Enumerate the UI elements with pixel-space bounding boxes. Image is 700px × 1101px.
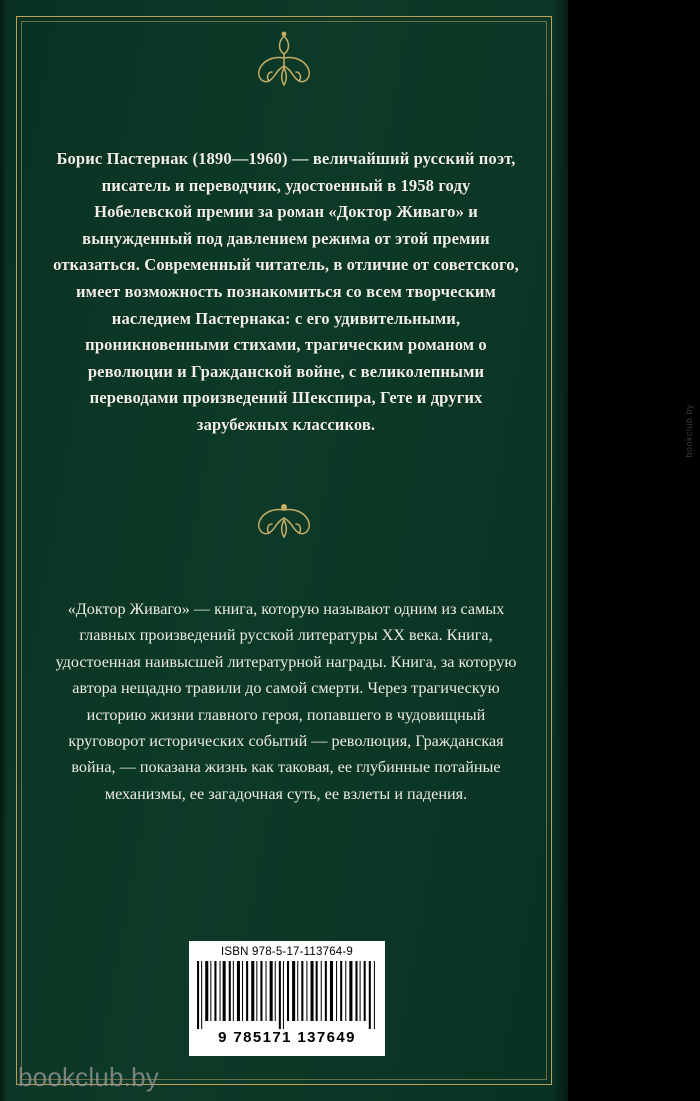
side-watermark: bookclub.by: [684, 404, 694, 458]
barcode-block: [189, 941, 385, 1056]
book-description-text: «Доктор Живаго» — книга, которую называют одним из самых главных произведений русской литературы XX века. Книга, удостоенная наивысшей литературной награды. Книга, за которую автора нещадно травили до самой смерти. Через трагическую историю жизни главного героя, попавшего в чудовищный круговорот исторических событий — революция, Гражданская война, — показана жизнь как таковая, ее глубинные потайные механизмы, ее загадочная суть, ее взлеты и падения.: [55, 600, 517, 803]
floral-flourish-ornament: [0, 498, 568, 550]
barcode-digits: 9 785171 137649: [218, 1029, 356, 1046]
author-blurb-text: Борис Пастернак (1890—1960) — величайший русский поэт, писатель и переводчик, удостоенный в 1958 году Нобелевской премии за роман «Доктор Живаго» и вынужденный под давлением режима от этой премии отказаться. Современный читатель, в отличие от советского, имеет возможность познакомиться со всем творческим наследием Пастернака: с его удивительными, проникновенными стихами, трагическим романом о революции и Гражданской войне, с великолепными переводами произведений Шекспира, Гете и других зарубежных классиков.: [53, 149, 519, 434]
site-watermark: bookclub.by: [18, 1062, 159, 1092]
floral-flourish-ornament: [0, 28, 568, 94]
isbn-label: ISBN 978-5-17-113764-9: [220, 946, 354, 958]
barcode-image: [195, 961, 379, 1029]
